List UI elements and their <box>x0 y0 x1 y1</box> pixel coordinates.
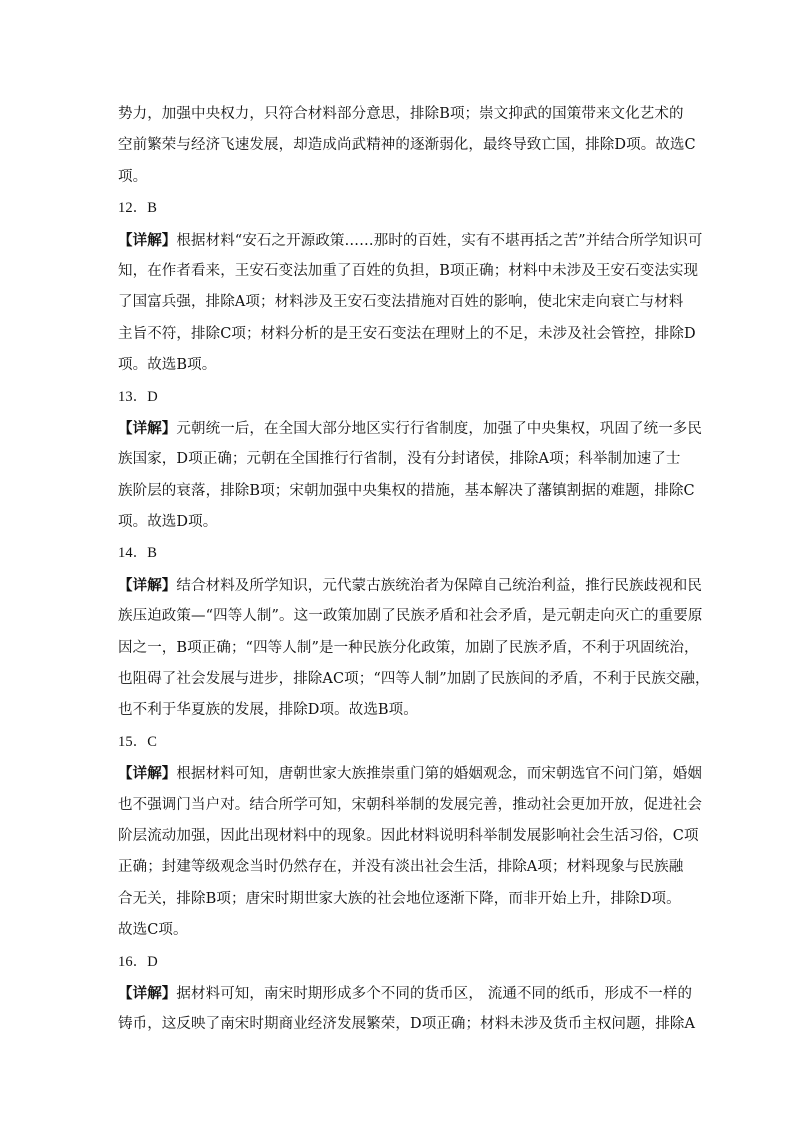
text-line: 项。 <box>118 168 148 185</box>
explanation-tag: 【详解】 <box>118 765 177 783</box>
explanation-first-line <box>118 413 703 444</box>
explanation-tag: 【详解】 <box>118 419 177 437</box>
explanation-text: 根据材料可知，唐朝世家大族推崇重门第的婚姻观念，而宋朝选官不问门第，婚姻 <box>176 766 703 783</box>
text-line: 也阻碍了社会发展与进步，排除AC项；“四等人制”加剧了民族间的矛盾，不利于民族交融， <box>118 671 710 688</box>
text-line: 空前繁荣与经济飞速发展，却造成尚武精神的逐渐弱化，最终导致亡国，排除D项。故选C <box>118 137 696 154</box>
question-number: 13．D <box>118 388 158 405</box>
text-line: 主旨不符，排除C项；材料分析的是王安石变法在理财上的不足，未涉及社会管控，排除D <box>118 325 696 342</box>
text-line: 正确；封建等级观念当时仍然存在，并没有淡出社会生活，排除A项；材料现象与民族融 <box>118 859 684 876</box>
text-line: 项。故选B项。 <box>118 357 217 374</box>
explanation-first-line <box>118 570 703 601</box>
text-line: 势力，加强中央权力，只符合材料部分意思，排除B项；崇文抑武的国策带来文化艺术的 <box>118 106 684 122</box>
explanation-text: 根据材料“安石之开源政策……那时的百姓，实有不堪再括之苦”并结合所学知识可 <box>176 232 703 249</box>
explanation-first-line <box>118 978 693 1009</box>
text-line: 因之一，B项正确；“四等人制”是一种民族分化政策，加剧了民族矛盾，不利于巩固统治， <box>118 639 699 656</box>
question-number: 15．C <box>118 733 158 750</box>
text-line: 也不利于华夏族的发展，排除D项。故选B项。 <box>118 702 418 719</box>
explanation-text: 结合材料及所学知识，元代蒙古族统治者为保障自己统治利益，推行民族歧视和民 <box>176 577 703 594</box>
explanation-text: 据材料可知，南宋时期形成多个不同的货币区， 流通不同的纸币，形成不一样的 <box>176 985 693 1002</box>
explanation-tag: 【详解】 <box>118 984 177 1002</box>
text-line: 了国富兵强，排除A项；材料涉及王安石变法措施对百姓的影响，使北宋走向衰亡与材料 <box>118 294 684 311</box>
text-line: 铸币，这反映了南宋时期商业经济发展繁荣，D项正确；材料未涉及货币主权问题，排除A <box>118 1016 696 1033</box>
text-line: 族国家，D项正确；元朝在全国推行行省制，没有分封诸侯，排除A项；科举制加速了士 <box>118 451 681 468</box>
explanation-first-line <box>118 225 703 256</box>
explanation-tag: 【详解】 <box>118 231 177 249</box>
explanation-tag: 【详解】 <box>118 576 177 594</box>
explanation-first-line <box>118 758 703 789</box>
text-line: 族阶层的衰落，排除B项；宋朝加强中央集权的措施，基本解决了藩镇割据的难题，排除C <box>118 482 695 499</box>
text-line: 阶层流动加强，因此出现材料中的现象。因此材料说明科举制发展影响社会生活习俗，C项 <box>118 827 699 844</box>
text-line: 故选C项。 <box>118 922 188 939</box>
text-line: 知，在作者看来，王安石变法加重了百姓的负担，B项正确；材料中未涉及王安石变法实现 <box>118 262 699 279</box>
text-line: 项。故选D项。 <box>118 514 218 531</box>
document-body <box>118 99 710 1041</box>
text-line: 族压迫政策—“四等人制”。这一政策加剧了民族矛盾和社会矛盾，是元朝走向灭亡的重要原 <box>118 608 703 625</box>
text-line: 合无关，排除B项；唐宋时期世家大族的社会地位逐渐下降，而非开始上升，排除D项。 <box>118 890 681 907</box>
text-line: 也不强调门当户对。结合所学可知，宋朝科举制的发展完善，推动社会更加开放，促进社会 <box>118 796 702 813</box>
question-number: 14．B <box>118 545 158 562</box>
question-number: 12．B <box>118 200 158 217</box>
question-number: 16．D <box>118 953 158 970</box>
explanation-text: 元朝统一后，在全国大部分地区实行行省制度，加强了中央集权，巩固了统一多民 <box>176 420 703 437</box>
